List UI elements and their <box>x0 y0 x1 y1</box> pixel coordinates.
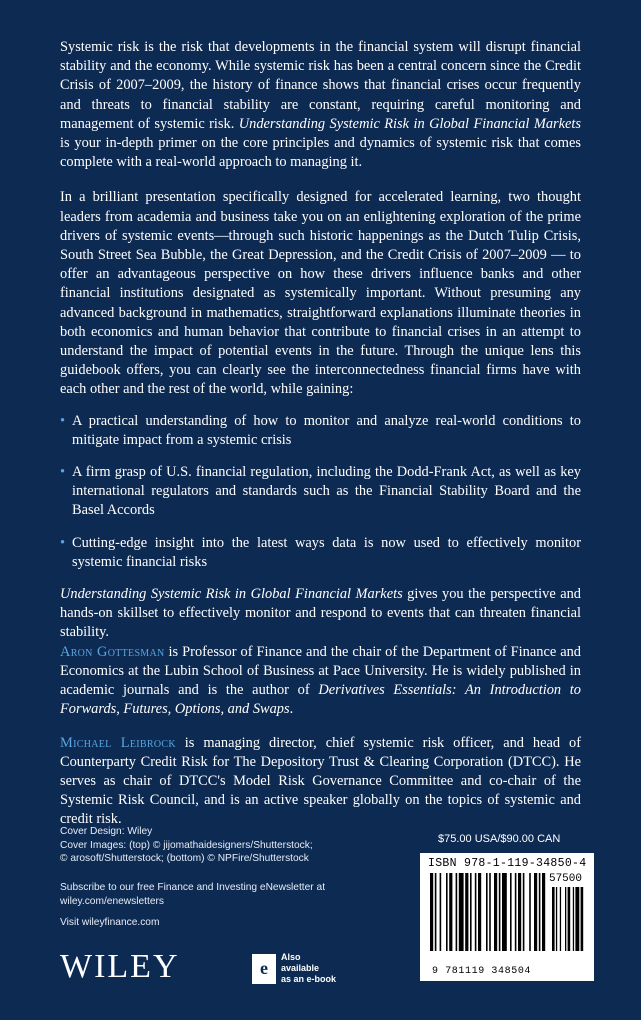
list-item: • Cutting-edge insight into the latest ways data is now used to effectively monitor systemic financial risks <box>60 534 581 572</box>
benefits-list <box>60 412 581 572</box>
newsletter-notice <box>60 881 360 908</box>
barcode-bars <box>430 873 586 961</box>
ebook-line: as an e-book <box>281 974 337 984</box>
newsletter-line: Subscribe to our free Finance and Investing eNewsletter at <box>60 882 326 893</box>
cover-credits <box>60 825 360 866</box>
ebook-line: Also available <box>281 952 320 973</box>
author-name: Michael Leibrock <box>60 734 176 751</box>
back-cover-text <box>60 38 581 830</box>
author-bio-text: is Professor of Finance and the chair of the Department of Finance and Economics at the Lubin School of Business at Pace University. He is widely published in academic journals and is the author of <box>60 643 582 699</box>
isbn-text: ISBN 978-1-119-34850-4 <box>428 857 587 870</box>
author-bio-text: is managing director, chief systemic risk officer, and head of Counterparty Credit Risk for The Depository Trust & Clearing Corporation (DTCC). He serves as chair of DTCC's Model Risk Governance Committee and co-chair of the Systemic Risk Council, and is an active speaker globally on the topics of systemic and credit risk. <box>60 734 581 828</box>
barcode <box>420 853 594 981</box>
author-name: Aron Gottesman <box>60 643 165 660</box>
newsletter-link[interactable]: wiley.com/enewsletters <box>60 895 164 907</box>
author-bio-leibrock <box>60 734 581 830</box>
publisher-logo: WILEY <box>60 948 180 985</box>
author-bio-gottesman <box>60 643 581 720</box>
list-item: • A practical understanding of how to monitor and analyze real-world conditions to mitigate impact from a systemic crisis <box>60 412 581 450</box>
ebook-glyph: e <box>260 958 268 978</box>
intro-paragraph-2: In a brilliant presentation specifically designed for accelerated learning, two thought leaders from academia and business take you on an enlightening exploration of the prime drivers of systemic events—through such historic happenings as the Dutch Tulip Crisis, South Street Sea Bubble, the Great Depression, and the Credit Crisis of 2007–2009 — to offer an advantageous perspective on how these drivers influence banks and other financial institutions designated as systemically important. Without presuming any advanced background in mathematics, straightforward explanations illuminate theories in both economics and human behavior that contribute to financial crises in an attempt to understand the impact of potential events in the future. Through the unique lens this guidebook offers, you can clearly see the interconnectedness financial firms have with each other and the rest of the world, while gaining: <box>60 189 581 398</box>
closing-suffix: gives you the perspective and hands-on skillset to effectively monitor and respond to events that can threaten financial stability. <box>60 586 581 641</box>
barcode-addon-number: 57500 <box>548 873 582 885</box>
price-label: $75.00 USA/$90.00 CAN <box>438 833 561 845</box>
intro-paragraph-1 <box>60 38 581 172</box>
intro-p1-prefix: Systemic risk is the risk that developments in the financial system will disrupt financial stability and the economy. While systemic risk has been a central concern since the Credit Crisis of 2007–2009, the history of finance shows that financial crises occur frequently and threats to financial stability are constant, requiring careful monitoring and management of systemic risk. <box>60 39 581 132</box>
intro-p1-suffix: is your in-depth primer on the core principles and dynamics of systemic risk that comes complete with a real-world approach to managing it. <box>60 135 581 171</box>
list-item: • A firm grasp of U.S. financial regulation, including the Dodd-Frank Act, as well as key international regulators and standards such as the Financial Stability Board and the Basel Accords <box>60 463 581 521</box>
closing-book-title: Understanding Systemic Risk in Global Financial Markets <box>60 586 403 603</box>
ebook-icon <box>252 954 276 984</box>
credit-line: Cover Images: (top) © jijomathaidesigners/Shutterstock; <box>60 839 313 851</box>
book-title-inline: Understanding Systemic Risk in Global Financial Markets <box>238 115 581 132</box>
closing-paragraph <box>60 585 581 643</box>
barcode-digits: 9 781119 348504 <box>432 966 532 977</box>
credit-line: Cover Design: Wiley <box>60 826 153 837</box>
ebook-badge <box>252 952 341 985</box>
author-bio-end: . <box>289 701 294 718</box>
author-book-title: Derivatives Essentials: An Introduction to Forwards, Futures, Options, and Swaps <box>60 682 581 718</box>
website-link[interactable]: Visit wileyfinance.com <box>60 917 160 928</box>
ebook-text <box>281 952 341 985</box>
credit-line: © arosoft/Shutterstock; (bottom) © NPFire/Shutterstock <box>60 853 309 864</box>
